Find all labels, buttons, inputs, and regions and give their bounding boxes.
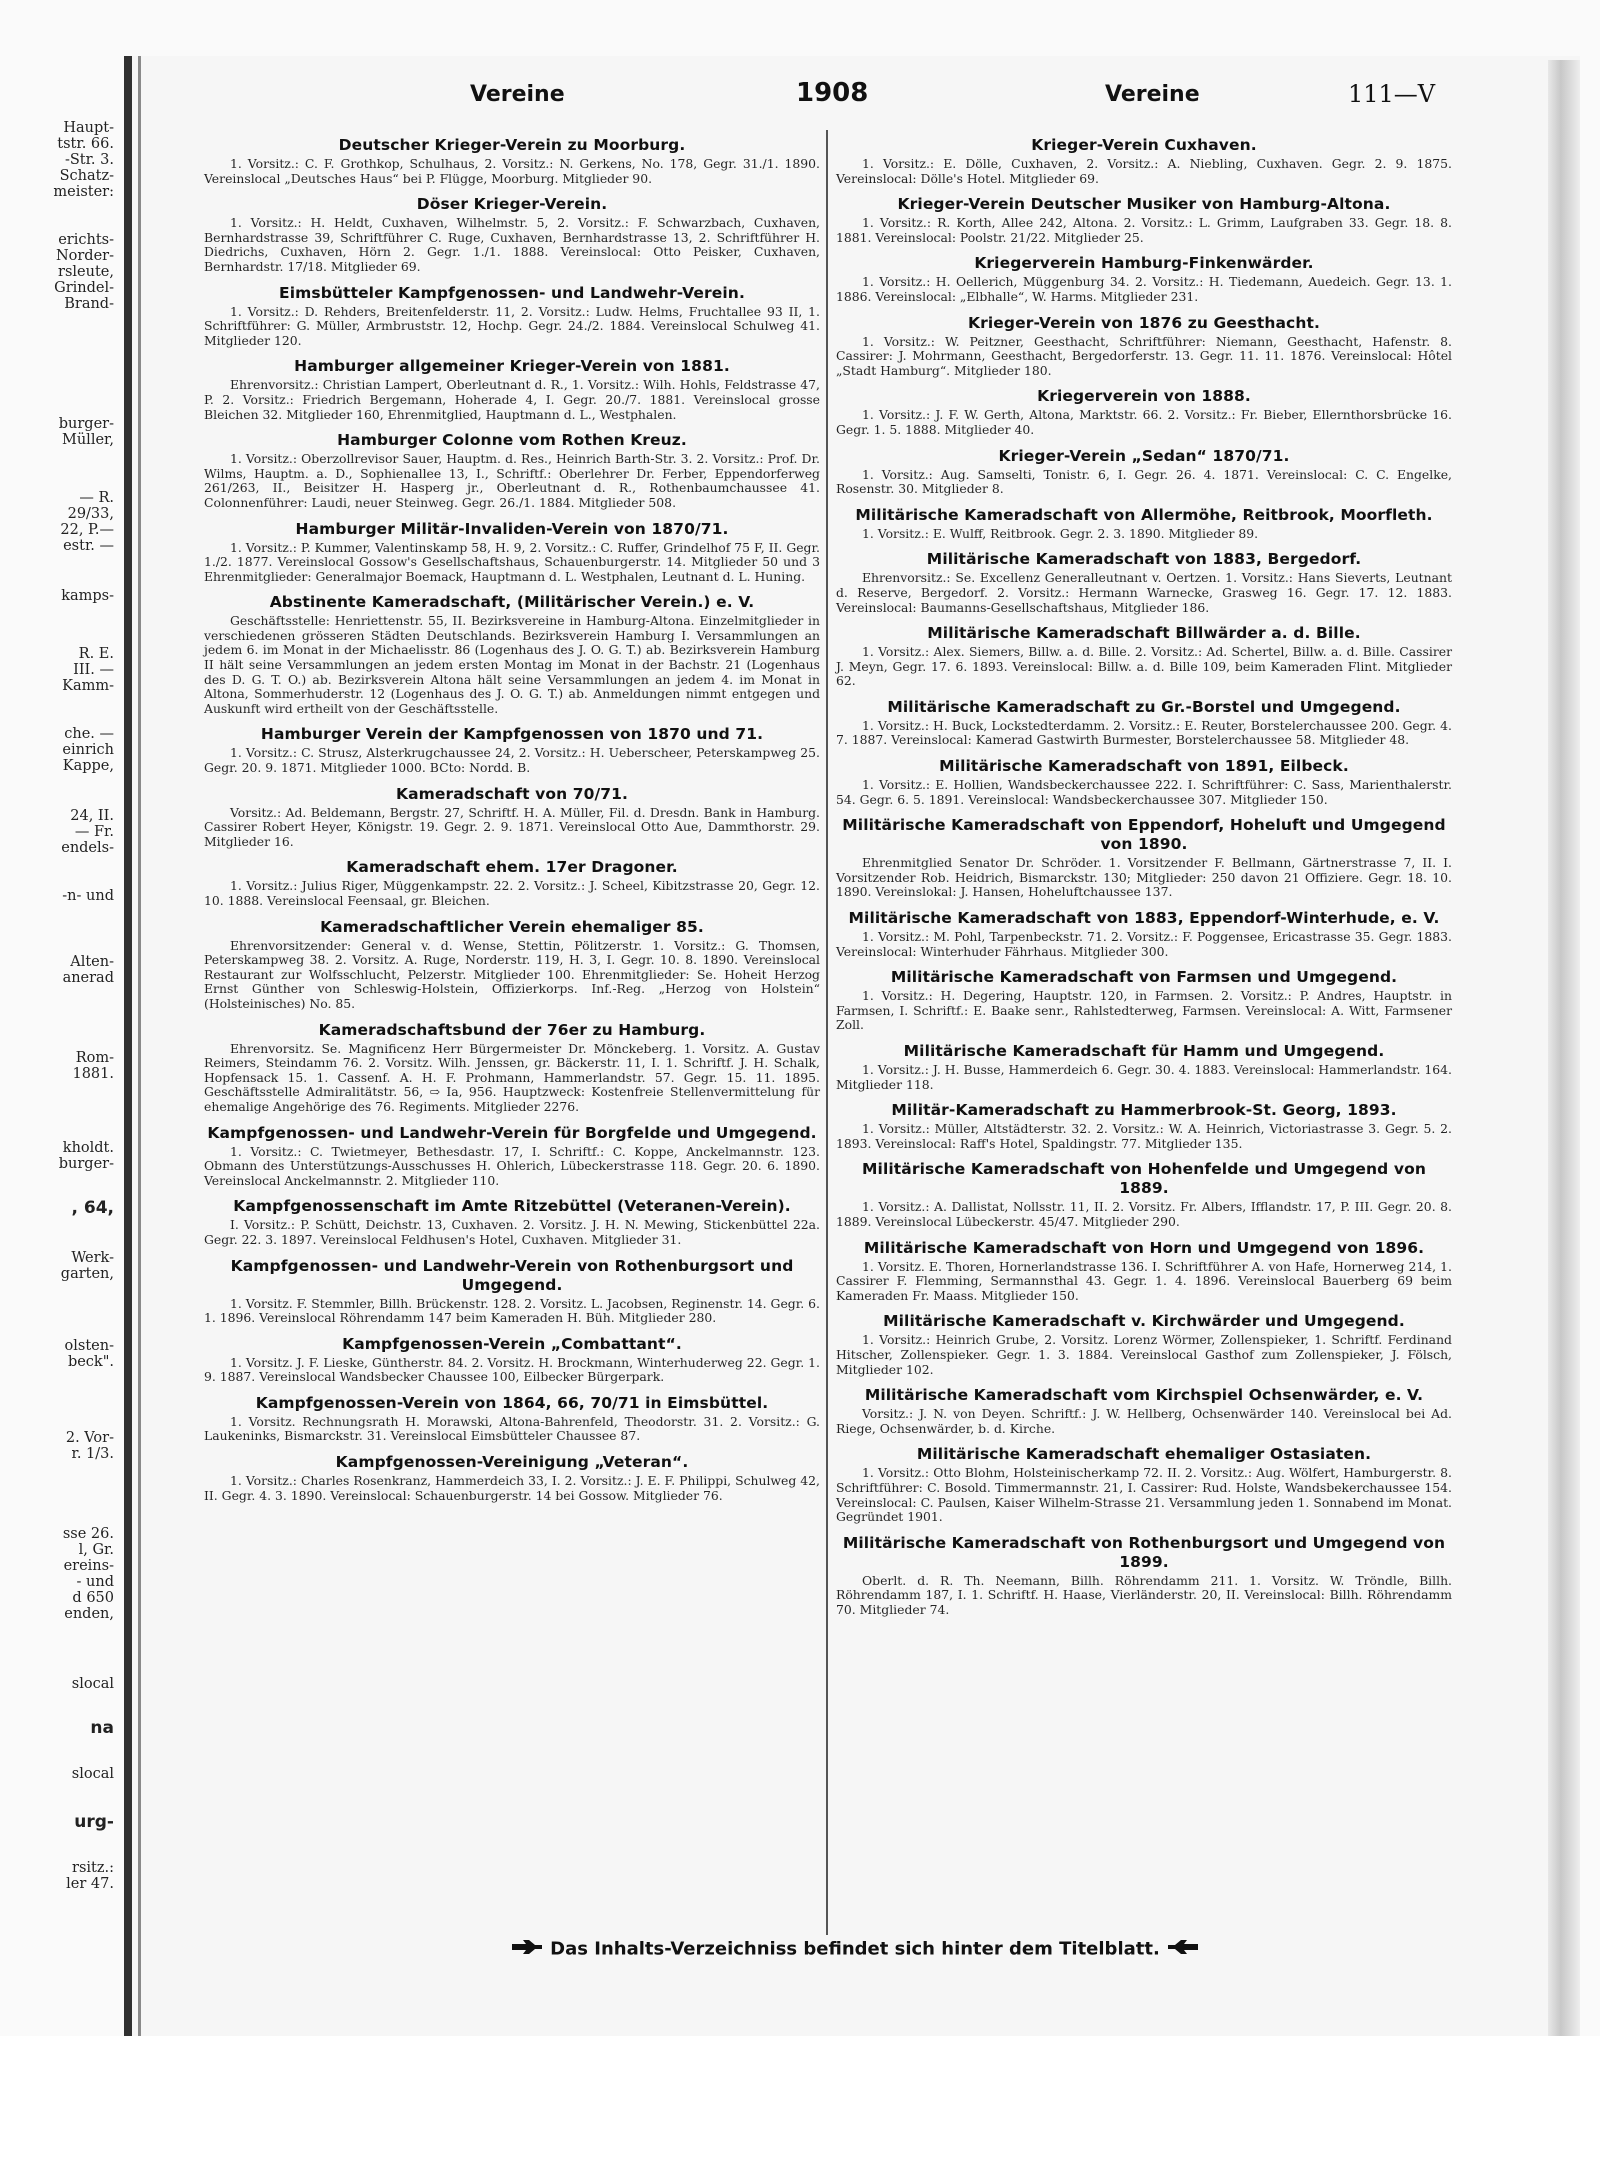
entry-body: 1. Vorsitz.: H. Buck, Lockstedterdamm. 2. Vorsitz.: E. Reuter, Borstelerchaussee 200. Gegr. 4. 7. 1887. Vereinslocal: Kamerad Gastwirth Burmester, Borstelerchaussee 58. Mitglieder 48. bbox=[836, 717, 1452, 748]
association-entry bbox=[836, 624, 1452, 689]
entry-title: Militärische Kameradschaft für Hamm und Umgegend. bbox=[903, 1042, 1385, 1060]
neighbour-page-fragment: endels- bbox=[61, 840, 114, 856]
entry-title: Militärische Kameradschaft von 1883, Eppendorf-Winterhude, e. V. bbox=[848, 909, 1440, 928]
neighbour-page-fragment: na bbox=[90, 1718, 114, 1738]
neighbour-page-fragment: erichts- bbox=[58, 232, 114, 248]
neighbour-page-fragment: Werk- bbox=[71, 1250, 114, 1266]
neighbour-page-fragment: Rom- bbox=[75, 1050, 114, 1066]
entry-title: Krieger-Verein „Sedan“ 1870/71. bbox=[998, 446, 1290, 465]
neighbour-page-fragment: - und bbox=[76, 1574, 114, 1590]
neighbour-page-fragment: burger- bbox=[58, 416, 114, 432]
entry-body: 1. Vorsitz.: Müller, Altstädterstr. 32. 2. Vorsitz.: W. A. Heinrich, Victoriastrasse 3. Gegr. 5. 2. 1893. Vereinslocal: Raff's Hotel, Spaldingstr. 77. Mitglieder 135. bbox=[836, 1121, 1452, 1151]
entry-title: Militärische Kameradschaft von Rothenburgsort und Umgegend von 1899. bbox=[842, 1533, 1446, 1571]
association-entry bbox=[836, 136, 1452, 186]
page-number: 111—V bbox=[1348, 80, 1436, 108]
neighbour-page-fragment: Norder- bbox=[55, 248, 114, 264]
association-entry bbox=[204, 1257, 820, 1326]
entry-title: Militärische Kameradschaft von Hohenfelde und Umgegend von 1889. bbox=[862, 1160, 1426, 1198]
entry-body: 1. Vorsitz.: J. H. Busse, Hammerdeich 6. Gegr. 30. 4. 1883. Vereinslocal: Hammerlandstr. 164. Mitglieder 118. bbox=[836, 1062, 1452, 1092]
entry-body: 1. Vorsitz.: M. Pohl, Tarpenbeckstr. 71. 2. Vorsitz.: F. Poggensee, Ericastrasse 35. Gegr. 1883. Vereinslocal: Winterhuder Fährhaus. Mitglieder 300. bbox=[836, 929, 1452, 959]
neighbour-page-fragment: ereins- bbox=[63, 1558, 114, 1574]
neighbour-page-fragment: 2. Vor- bbox=[65, 1430, 114, 1446]
left-column bbox=[204, 136, 820, 1512]
entry-title: Militärische Kameradschaft v. Kirchwärder und Umgegend. bbox=[883, 1312, 1405, 1331]
entry-body: 1. Vorsitz.: Julius Riger, Müggenkampstr. 22. 2. Vorsitz.: J. Scheel, Kibitzstrasse 20, Gegr. 12. 10. 1888. Vereinslocal Feensaal, gr. Bleichen. bbox=[204, 878, 820, 908]
entry-body: 1. Vorsitz.: H. Heldt, Cuxhaven, Wilhelmstr. 5, 2. Vorsitz.: F. Schwarzbach, Cuxhaven, Bernhardstrasse 39, Schriftführer C. Ruge, Cuxhaven, Bernhardstrasse 13, 2. Schriftführer H. Diedrichs, Cuxhaven, Hörn 2. Gegr. 1./1. 1888. Vereinslocal: Otto Peisker, Cuxhaven, Bernhardstr. 17/18. Mitglieder 69. bbox=[204, 215, 820, 274]
entry-title: Hamburger Colonne vom Rothen Kreuz. bbox=[337, 431, 687, 450]
association-entry bbox=[204, 785, 820, 850]
entry-title: Krieger-Verein von 1876 zu Geesthacht. bbox=[968, 313, 1320, 332]
neighbour-page-fragment: Kappe, bbox=[62, 758, 114, 774]
entry-body: 1. Vorsitz.: J. F. W. Gerth, Altona, Marktstr. 66. 2. Vorsitz.: Fr. Bieber, Ellernthorsbrücke 16. Gegr. 1. 5. 1888. Mitglieder 40. bbox=[836, 407, 1452, 437]
entry-title: Militär-Kameradschaft zu Hammerbrook-St. Georg, 1893. bbox=[891, 1101, 1397, 1120]
association-entry bbox=[204, 1124, 820, 1189]
entry-body: Ehrenvorsitz. Se. Magnificenz Herr Bürgermeister Dr. Mönckeberg. 1. Vorsitz. A. Gustav Reimers, Steindamm 76. 2. Vorsitz. Wilh. Jenssen, gr. Bäckerstr. 11, I. 1. Schriftf. J. H. Schalk, Hopfensack 15. 1. Cassenf. A. H. F. Prohmann, Hammerlandstr. 57. Gegr. 15. 11. 1895. Geschäftsstelle Admiralitätstr. 56, ⇨ Ia, 956. Hauptzweck: Kostenfreie Stellenvermittelung für ehemalige Angehörige des 76. Regiments. Mitglieder 2276. bbox=[204, 1040, 820, 1114]
entry-title: Kameradschaftlicher Verein ehemaliger 85. bbox=[320, 917, 704, 936]
entry-body: 1. Vorsitz.: C. F. Grothkop, Schulhaus, 2. Vorsitz.: N. Gerkens, No. 178, Gegr. 31./1. 1890. Vereinslocal „Deutsches Haus“ bei P. Flügge, Moorburg. Mitglieder 90. bbox=[204, 156, 820, 186]
entry-body: Ehrenvorsitz.: Christian Lampert, Oberleutnant d. R., 1. Vorsitz.: Wilh. Hohls, Feldstrasse 47, P. 2. Vorsitz.: Friedrich Bergemann, Hoherade 4, I. Gegr. 20./7. 1881. Vereinslocal grosse Bleichen 32. Mitglieder 160, Ehrenmitglied, Hauptmann d. L., Westphalen. bbox=[204, 377, 820, 422]
entry-title: Militärische Kameradschaft von 1883, Bergedorf. bbox=[926, 550, 1362, 569]
entry-body: 1. Vorsitz.: A. Dallistat, Nollsstr. 11, II. 2. Vorsitz. Fr. Albers, Ifflandstr. 17, P. III. Gegr. 20. 8. 1889. Vereinslocal Lübeckerstr. 45/47. Mitglieder 290. bbox=[836, 1199, 1452, 1229]
entry-title: Militärische Kameradschaft von 1891, Eilbeck. bbox=[939, 757, 1349, 776]
entry-body: Ehrenvorsitzender: General v. d. Wense, Stettin, Pölitzerstr. 1. Vorsitz.: G. Thomsen, Peterskampweg 38. 2. Vorsitz. A. Ruge, Norderstr. 119, H. 3, I. Gegr. 10. 8. 1890. Vereinslocal Restaurant zur Wolfsschlucht, Pelzerstr. Mitglieder 100. Ehrenmitglieder: Se. Hoheit Herzog Ernst Günther von Schleswig-Holstein, Offizierkorps. Inf.-Reg. „Herzog von Holstein“ (Holsteinisches) No. 85. bbox=[204, 937, 820, 1011]
entry-body: 1. Vorsitz. J. F. Lieske, Güntherstr. 84. 2. Vorsitz. H. Brockmann, Winterhuderweg 22. Gegr. 1. 9. 1887. Vereinslocal Wandsbecker Chaussee 100, Eilbecker Bürgerpark. bbox=[204, 1354, 820, 1385]
entry-title: Militärische Kameradschaft von Eppendorf, Hoheluft und Umgegend von 1890. bbox=[842, 816, 1446, 854]
association-entry bbox=[836, 314, 1452, 379]
entry-body: Geschäftsstelle: Henriettenstr. 55, II. Bezirksvereine in Hamburg-Altona. Einzelmitglieder in verschiedenen grösseren Städten Deutschlands. Bezirksverein Hamburg I. Versammlungen an jedem 6. im Monat in der Michaelisstr. 86 (Logenhaus des J. O. G. T.) ab. Bezirksverein Hamburg II hält seine Versammlungen an jedem ersten Montag im Monat in der Bachstr. 21 (Logenhaus des D. G. T. O.) ab. Bezirksverein Altona hält seine Versammlungen an jedem 4. im Monat in Altona, Sommerhuderstr. 12 (Logenhaus des J. O. G. T.) ab. Anmeldungen nimmt entgegen und Auskunft wird ertheilt von der Geschäftsstelle. bbox=[204, 613, 820, 716]
neighbour-page-fragment: slocal bbox=[71, 1766, 114, 1782]
association-entry bbox=[204, 357, 820, 422]
association-entry bbox=[204, 725, 820, 775]
neighbour-page-fragment: Kamm- bbox=[62, 678, 114, 694]
neighbour-page-fragment: -Str. 3. bbox=[64, 152, 114, 168]
association-entry bbox=[204, 1453, 820, 1503]
neighbour-page-fragment: 1881. bbox=[72, 1066, 114, 1082]
neighbour-page-fragment: meister: bbox=[53, 184, 114, 200]
neighbour-page-fragment: d 650 bbox=[72, 1590, 114, 1606]
association-entry bbox=[836, 1042, 1452, 1092]
entry-body: 1. Vorsitz.: H. Oellerich, Müggenburg 34. 2. Vorsitz.: H. Tiedemann, Auedeich. Gegr. 13. 1. 1886. Vereinslocal: „Elbhalle“, W. Harms. Mitglieder 231. bbox=[836, 274, 1452, 304]
entry-title: Krieger-Verein Cuxhaven. bbox=[1031, 136, 1257, 154]
entry-title: Eimsbütteler Kampfgenossen- und Landwehr-Verein. bbox=[279, 283, 745, 302]
entry-body: Ehrenmitglied Senator Dr. Schröder. 1. Vorsitzender F. Bellmann, Gärtnerstrasse 7, II. I. Vorsitzender Rob. Heidrich, Bismarckstr. 130; Mitglieder: 250 davon 21 Offiziere. Gegr. 18. 10. 1890. Vereinslokal: J. Hansen, Hoheluftchaussee 137. bbox=[836, 855, 1452, 900]
entry-body: 1. Vorsitz.: D. Rehders, Breitenfelderstr. 11, 2. Vorsitz.: Ludw. Helms, Fruchtallee 93 II, 1. Schriftführer: G. Müller, Armbruststr. 12, Hochp. Gegr. 24./2. 1884. Vereinslocal Schulweg 41. Mitglieder 120. bbox=[204, 303, 820, 348]
binding-gutter bbox=[124, 56, 132, 2036]
association-entry bbox=[836, 968, 1452, 1033]
entry-title: Abstinente Kameradschaft, (Militärischer Verein.) e. V. bbox=[269, 593, 755, 612]
entry-body: Vorsitz.: J. N. von Deyen. Schriftf.: J. W. Hellberg, Ochsenwärder 140. Vereinslocal bei Ad. Riege, Ochsenwärder, b. d. Kirche. bbox=[836, 1406, 1452, 1436]
neighbour-page-fragment: einrich bbox=[62, 742, 114, 758]
association-entry bbox=[836, 550, 1452, 615]
entry-title: Kampfgenossen- und Landwehr-Verein von Rothenburgsort und Umgegend. bbox=[230, 1256, 794, 1294]
entry-title: Militärische Kameradschaft Billwärder a. d. Bille. bbox=[927, 624, 1361, 643]
association-entry bbox=[836, 757, 1452, 807]
neighbour-page-fragment: beck". bbox=[67, 1354, 114, 1370]
entry-title: Kampfgenossen-Vereinigung „Veteran“. bbox=[335, 1453, 689, 1472]
neighbour-page-fragment: che. — bbox=[64, 726, 114, 742]
entry-body: 1. Vorsitz. F. Stemmler, Billh. Brückenstr. 128. 2. Vorsitz. L. Jacobsen, Reginenstr. 14. Gegr. 6. 1. 1896. Vereinslocal Röhrendamm 147 beim Kameraden H. Büh. Mitglieder 280. bbox=[204, 1295, 820, 1326]
association-entry bbox=[204, 136, 820, 186]
entry-title: Deutscher Krieger-Verein zu Moorburg. bbox=[338, 136, 686, 154]
neighbour-page-fragment: kamps- bbox=[61, 588, 114, 604]
entry-title: Döser Krieger-Verein. bbox=[416, 195, 608, 214]
page-edge-shadow bbox=[1548, 60, 1580, 2036]
association-entry bbox=[204, 1021, 820, 1115]
neighbour-page-fragment: Schatz- bbox=[59, 168, 114, 184]
neighbour-page-fragment: Grindel- bbox=[54, 280, 114, 296]
association-entry bbox=[204, 1197, 820, 1247]
association-entry bbox=[204, 858, 820, 908]
association-entry bbox=[836, 506, 1452, 542]
entry-title: Militärische Kameradschaft von Farmsen und Umgegend. bbox=[890, 968, 1398, 987]
entry-body: 1. Vorsitz.: E. Wulff, Reitbrook. Gegr. 2. 3. 1890. Mitglieder 89. bbox=[862, 525, 1259, 541]
neighbour-page-fragment: olsten- bbox=[64, 1338, 114, 1354]
neighbour-page-fragment: III. — bbox=[73, 662, 114, 678]
association-entry bbox=[836, 1386, 1452, 1436]
entry-title: Kampfgenossenschaft im Amte Ritzebüttel (Veteranen-Verein). bbox=[233, 1197, 791, 1216]
entry-body: 1. Vorsitz.: Aug. Samselti, Tonistr. 6, I. Gegr. 26. 4. 1871. Vereinslocal: C. C. Engelke, Rosenstr. 30. Mitglieder 8. bbox=[836, 466, 1452, 497]
running-header-year: 1908 bbox=[796, 78, 869, 108]
association-entry bbox=[204, 1394, 820, 1444]
neighbour-page-fragment: rsitz.: bbox=[72, 1860, 114, 1876]
entry-title: Militärische Kameradschaft ehemaliger Ostasiaten. bbox=[916, 1445, 1372, 1464]
entry-title: Militärische Kameradschaft von Allermöhe, Reitbrook, Moorfleth. bbox=[855, 505, 1433, 524]
entry-body: Oberlt. d. R. Th. Neemann, Billh. Röhrendamm 211. 1. Vorsitz. W. Tröndle, Billh. Röhrendamm 187, I. 1. Schriftf. H. Haase, Vierländerstr. 20, II. Vereinslocal: Billh. Röhrendamm 70. Mitglieder 74. bbox=[836, 1572, 1452, 1617]
association-entry bbox=[836, 195, 1452, 245]
neighbour-page-fragment: kholdt. bbox=[62, 1140, 114, 1156]
association-entry bbox=[836, 1312, 1452, 1377]
neighbour-page-fragment: — R. bbox=[79, 490, 114, 506]
neighbour-page-fragment: Brand- bbox=[64, 296, 114, 312]
neighbour-page-fragment: garten, bbox=[60, 1266, 114, 1282]
entry-body: 1. Vorsitz.: Charles Rosenkranz, Hammerdeich 33, I. 2. Vorsitz.: J. E. F. Philippi, Schulweg 42, II. Gegr. 4. 3. 1890. Vereinslocal: Schauenburgerstr. 14 bei Gossow. Mitglieder 76. bbox=[204, 1473, 820, 1503]
association-entry bbox=[836, 387, 1452, 437]
entry-title: Kampfgenossen-Verein „Combattant“. bbox=[342, 1334, 682, 1353]
association-entry bbox=[204, 1335, 820, 1385]
entry-body: 1. Vorsitz.: Heinrich Grube, 2. Vorsitz. Lorenz Wörmer, Zollenspieker, 1. Schriftf. Ferdinand Hitscher, Zollenspieker. Gegr. 1. 3. 1884. Vereinslocal Gasthof zum Zollenspieker, J. Fölsch, Mitglieder 102. bbox=[836, 1332, 1452, 1377]
neighbour-page-fragment: 29/33, bbox=[67, 506, 114, 522]
association-entry bbox=[836, 1101, 1452, 1151]
neighbour-page-fragment: urg- bbox=[74, 1812, 114, 1832]
neighbour-page-fragment: R. E. bbox=[78, 646, 114, 662]
neighbour-page-fragment: rsleute, bbox=[58, 264, 114, 280]
entry-title: Kriegerverein Hamburg-Finkenwärder. bbox=[974, 254, 1314, 273]
neighbour-page-fragment: estr. — bbox=[63, 538, 114, 554]
scan-bottom-margin bbox=[0, 2036, 1600, 2177]
neighbour-page-fragment: Müller, bbox=[62, 432, 114, 448]
entry-body: 1. Vorsitz. E. Thoren, Hornerlandstrasse 136. I. Schriftführer A. von Hafe, Hornerweg 214, 1. Cassirer F. Flemming, Sermannsthal 43. Gegr. 1. 4. 1896. Vereinslocal Bauerberg 69 beim Kameraden Fr. Maass. Mitglieder 150. bbox=[836, 1258, 1452, 1303]
entry-title: Kriegerverein von 1888. bbox=[1037, 387, 1251, 406]
entry-body: 1. Vorsitz.: P. Kummer, Valentinskamp 58, H. 9, 2. Vorsitz.: C. Ruffer, Grindelhof 75 F, II. Gegr. 1./2. 1877. Vereinslocal Gossow's Gesellschaftshaus, Schauenburgerstr. 14. Mitglieder 50 und 3 Ehrenmitglieder: Generalmajor Boemack, Hauptmann d. L. Westphalen, Leutnant d. L. Huning. bbox=[204, 539, 820, 584]
association-entry bbox=[836, 698, 1452, 748]
entry-title: Militärische Kameradschaft zu Gr.-Borstel und Umgegend. bbox=[887, 697, 1401, 716]
neighbour-page-fragment: r. 1/3. bbox=[71, 1446, 114, 1462]
neighbour-page-fragment: burger- bbox=[58, 1156, 114, 1172]
association-entry bbox=[836, 1239, 1452, 1304]
association-entry bbox=[204, 593, 820, 716]
neighbour-page-fragment: slocal bbox=[71, 1676, 114, 1692]
entry-body: Vorsitz.: Ad. Beldemann, Bergstr. 27, Schriftf. H. A. Müller, Fil. d. Dresdn. Bank in Hamburg. Cassirer Robert Heyer, Königstr. 19. Gegr. 2. 9. 1871. Vereinslocal Otto Aue, Dammthorstr. 29. Mitglieder 16. bbox=[204, 804, 820, 849]
entry-title: Kameradschaft von 70/71. bbox=[395, 784, 629, 803]
entry-body: 1. Vorsitz.: R. Korth, Allee 242, Altona. 2. Vorsitz.: L. Grimm, Laufgraben 33. Gegr. 18. 8. 1881. Vereinslocal: Poolstr. 21/22. Mitglieder 25. bbox=[836, 215, 1452, 245]
entry-body: Ehrenvorsitz.: Se. Excellenz Generalleutnant v. Oertzen. 1. Vorsitz.: Hans Sieverts, Leutnant d. Reserve, Bergedorf. 2. Vorsitz.: Hermann Warnecke, Grasweg 16. Gegr. 17. 12. 1883. Vereinslocal: Baumanns-Gesellschaftshaus, Mitglieder 186. bbox=[836, 570, 1452, 615]
neighbour-page-fragment: — Fr. bbox=[74, 824, 114, 840]
entry-title: Kampfgenossen- und Landwehr-Verein für Borgfelde und Umgegend. bbox=[207, 1123, 817, 1142]
neighbour-page-fragment: sse 26. bbox=[62, 1526, 114, 1542]
entry-body: I. Vorsitz.: P. Schütt, Deichstr. 13, Cuxhaven. 2. Vorsitz. J. H. N. Mewing, Stickenbüttel 22a. Gegr. 22. 3. 1897. Vereinslocal Feldhusen's Hotel, Cuxhaven. Mitglieder 31. bbox=[204, 1217, 820, 1247]
association-entry bbox=[204, 284, 820, 349]
running-header-right: Vereine bbox=[1105, 82, 1200, 107]
entry-body: 1. Vorsitz.: Otto Blohm, Holsteinischerkamp 72. II. 2. Vorsitz.: Aug. Wölfert, Hamburgerstr. 8. Schriftführer: C. Bosold. Timmermannstr. 21, I. Cassirer: Rud. Holste, Wandsbekerchaussee 154. Vereinslocal: C. Paulsen, Kaiser Wilhelm-Strasse 21. Versammlung jeden 1. Sonnabend im Monat. Gegründet 1901. bbox=[836, 1465, 1452, 1525]
neighbour-page-fragment: 24, II. bbox=[70, 808, 114, 824]
association-entry bbox=[836, 909, 1452, 959]
association-entry bbox=[836, 447, 1452, 497]
footer-note bbox=[455, 1938, 1255, 1961]
neighbour-page-fragment: -n- und bbox=[62, 888, 114, 904]
entry-title: Militärische Kameradschaft von Horn und Umgegend von 1896. bbox=[863, 1238, 1425, 1257]
pointing-hand-right-icon bbox=[510, 1938, 544, 1961]
association-entry bbox=[836, 1445, 1452, 1524]
neighbour-page-fragment: anerad bbox=[62, 970, 114, 986]
neighbour-page-fragments bbox=[0, 120, 120, 1892]
entry-body: 1. Vorsitz. Rechnungsrath H. Morawski, Altona-Bahrenfeld, Theodorstr. 31. 2. Vorsitz.: G. Laukeninks, Bismarckstr. 31. Vereinslocal Eimsbütteler Chaussee 87. bbox=[204, 1413, 820, 1444]
neighbour-page-fragment: enden, bbox=[64, 1606, 114, 1622]
entry-title: Hamburger allgemeiner Krieger-Verein von 1881. bbox=[294, 357, 730, 376]
running-header-left: Vereine bbox=[470, 82, 565, 107]
association-entry bbox=[204, 520, 820, 585]
neighbour-page-fragment: ler 47. bbox=[66, 1876, 114, 1892]
binding-gutter-line bbox=[138, 56, 141, 2036]
entry-title: Hamburger Verein der Kampfgenossen von 1870 und 71. bbox=[260, 725, 764, 744]
entry-body: 1. Vorsitz.: C. Twietmeyer, Bethesdastr. 17, I. Schriftf.: C. Koppe, Anckelmannstr. 123. Obmann des Unterstützungs-Ausschusses H. Ohlerich, Lübeckerstrasse 118. Gegr. 20. 6. 1890. Vereinslocal Anckelmannstr. 2. Mitglieder 110. bbox=[204, 1143, 820, 1188]
entry-title: Militärische Kameradschaft vom Kirchspiel Ochsenwärder, e. V. bbox=[864, 1386, 1424, 1405]
entry-body: 1. Vorsitz.: E. Hollien, Wandsbeckerchaussee 222. I. Schriftführer: C. Sass, Marienthalerstr. 54. Gegr. 6. 5. 1891. Vereinslocal: Wandsbeckerchaussee 307. Mitglieder 150. bbox=[836, 777, 1452, 807]
association-entry bbox=[836, 1534, 1452, 1618]
neighbour-page-fragment: l, Gr. bbox=[78, 1542, 114, 1558]
column-divider bbox=[826, 130, 828, 1935]
footer-text: Das Inhalts-Verzeichniss befindet sich hinter dem Titelblatt. bbox=[550, 1938, 1160, 1960]
entry-title: Kampfgenossen-Verein von 1864, 66, 70/71 in Eimsbüttel. bbox=[255, 1393, 769, 1412]
entry-title: Kameradschaftsbund der 76er zu Hamburg. bbox=[318, 1020, 706, 1039]
association-entry bbox=[204, 195, 820, 274]
entry-title: Kameradschaft ehem. 17er Dragoner. bbox=[346, 858, 678, 877]
pointing-hand-left-icon bbox=[1166, 1938, 1200, 1961]
association-entry bbox=[204, 431, 820, 510]
neighbour-page-fragment: Alten- bbox=[70, 954, 114, 970]
neighbour-page-fragment: 22, P.— bbox=[60, 522, 114, 538]
association-entry bbox=[836, 254, 1452, 304]
right-column bbox=[836, 136, 1452, 1626]
neighbour-page-fragment: , 64, bbox=[71, 1198, 114, 1218]
association-entry bbox=[836, 1160, 1452, 1229]
entry-body: 1. Vorsitz.: H. Degering, Hauptstr. 120, in Farmsen. 2. Vorsitz.: P. Andres, Hauptstr. in Farmsen, I. Schriftf.: E. Baake senr., Rahlstedterweg, Farmsen. Vereinslocal: A. Witt, Farmsener Zoll. bbox=[836, 988, 1452, 1033]
entry-body: 1. Vorsitz.: C. Strusz, Alsterkrugchaussee 24, 2. Vorsitz.: H. Ueberscheer, Peterskampweg 25. Gegr. 20. 9. 1871. Mitglieder 1000. BCto: Nordd. B. bbox=[204, 745, 820, 776]
association-entry bbox=[204, 918, 820, 1012]
entry-body: 1. Vorsitz.: Alex. Siemers, Billw. a. d. Bille. 2. Vorsitz.: Ad. Schertel, Billw. a. d. Bille. Cassirer J. Meyn, Gegr. 17. 6. 1893. Vereinslocal: Billw. a. d. Bille 109, beim Kameraden Flint. Mitglieder 62. bbox=[836, 644, 1452, 689]
entry-body: 1. Vorsitz.: W. Peitzner, Geesthacht, Schriftführer: Niemann, Geesthacht, Hafenstr. 8. Cassirer: J. Mohrmann, Geesthacht, Bergedorferstr. 13. Gegr. 11. 11. 1876. Vereinslocal: Hôtel „Stadt Hamburg“. Mitglieder 180. bbox=[836, 333, 1452, 378]
entry-body: 1. Vorsitz.: E. Dölle, Cuxhaven, 2. Vorsitz.: A. Niebling, Cuxhaven. Gegr. 2. 9. 1875. Vereinslocal: Dölle's Hotel. Mitglieder 69. bbox=[836, 156, 1452, 186]
entry-title: Hamburger Militär-Invaliden-Verein von 1870/71. bbox=[295, 519, 729, 538]
neighbour-page-fragment: tstr. 66. bbox=[57, 136, 114, 152]
entry-body: 1. Vorsitz.: Oberzollrevisor Sauer, Hauptm. d. Res., Heinrich Barth-Str. 3. 2. Vorsitz.: Prof. Dr. Wilms, Hauptm. a. D., Sophienallee 13, I., Schriftf.: Oberlehrer Dr. Ferber, Eppendorferweg 261/263, II., Beisitzer H. Hasperg jr., Oberleutnant d. R., Rothenbaumchaussee 41. Colonnenführer: Laudi, neuer Steinweg. Gegr. 26./1. 1884. Mitglieder 508. bbox=[204, 451, 820, 510]
association-entry bbox=[836, 816, 1452, 900]
entry-title: Krieger-Verein Deutscher Musiker von Hamburg-Altona. bbox=[897, 195, 1391, 214]
neighbour-page-fragment: Haupt- bbox=[63, 120, 114, 136]
